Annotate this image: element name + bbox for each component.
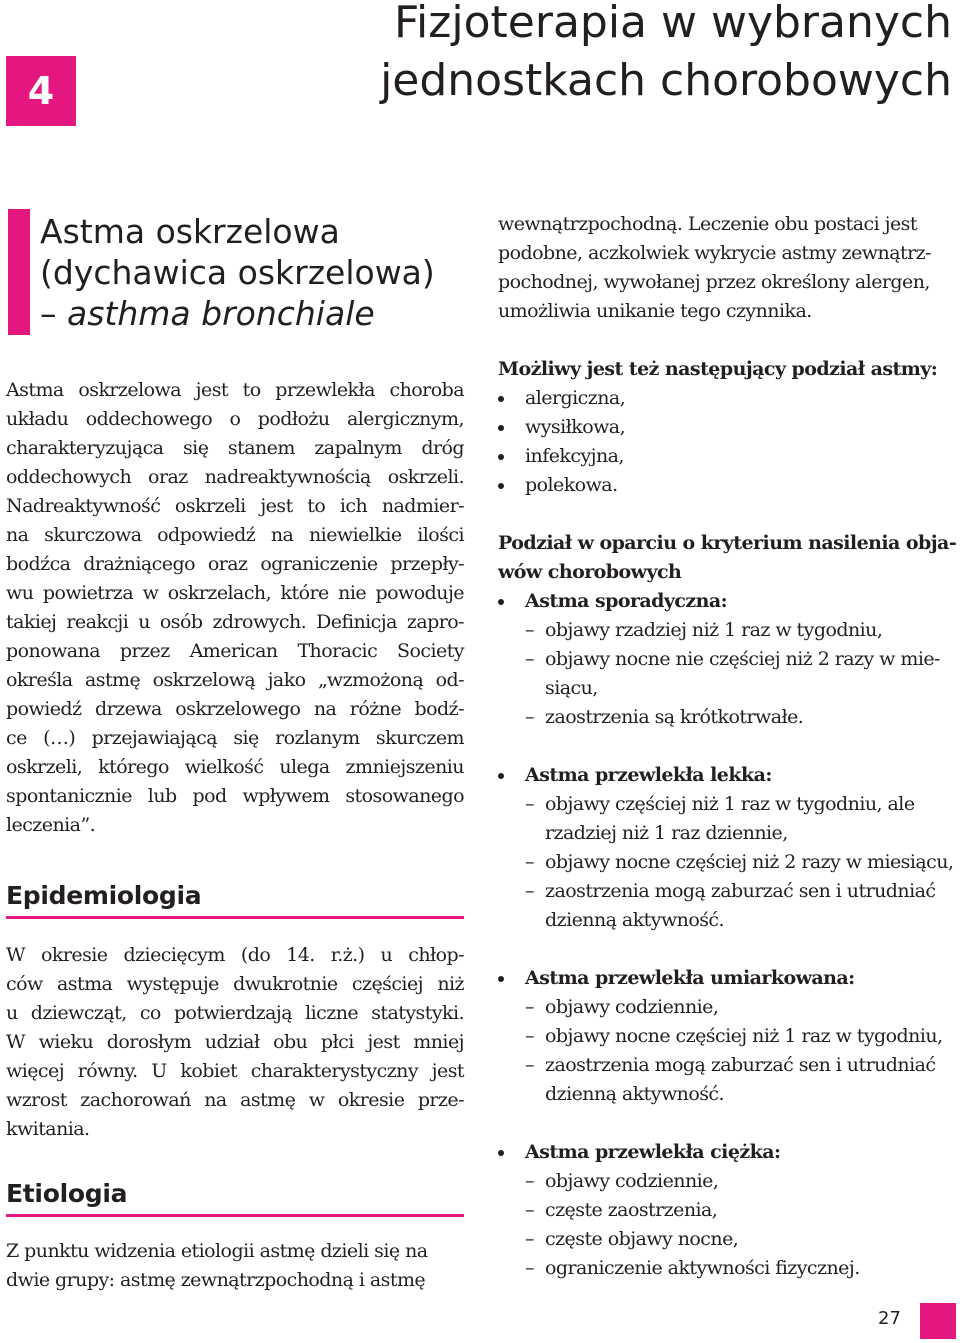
dash-marker: – [525,880,534,902]
latin-name: asthma bronchiale [67,294,375,333]
text-line: powiedź drzewa oskrzelowego na różne bodź- [6,698,464,720]
dash-marker: – [525,619,534,641]
dash-marker: – [525,1170,534,1192]
criteria-item [498,790,960,848]
dash-marker: – [525,1228,534,1250]
text-line: charakteryzująca się stanem zapalnym dróg [6,437,464,459]
severity-criteria-list [498,993,960,1109]
text-line: więcej równy. U kobiet charakterystyczny jest [6,1060,464,1082]
chapter-number-badge [6,56,76,126]
criteria-text [545,1167,960,1196]
criteria-text [545,877,960,935]
text-line: objawy rzadziej niż 1 raz w tygodniu, [545,619,883,641]
epidemiology-paragraph [6,941,464,1144]
criteria-text [545,1196,960,1225]
text-line: kwitania. [6,1118,90,1140]
criteria-text [545,1254,960,1283]
types-list [498,384,960,500]
severity-group-title: Astma przewlekła ciężka: [525,1141,781,1163]
etiology-heading: Etiologia [6,1178,464,1217]
criteria-text [545,1051,960,1109]
severity-group [498,761,960,935]
page-marker [920,1303,956,1339]
section-accent-bar [8,209,30,335]
criteria-item [498,645,960,703]
text-line: ców astma występuje dwukrotnie częściej niż [6,973,464,995]
text-line: częste objawy nocne, [545,1228,739,1250]
severity-group [498,964,960,1109]
severity-criteria-list [498,1167,960,1283]
criteria-text [545,790,960,848]
criteria-text [545,848,960,877]
text-line: na skurczowa odpowiedź na niewielkie ilości [6,524,464,546]
text-line: dzienną aktywność. [545,909,725,931]
text-line: zaostrzenia mogą zaburzać sen i utrudniać [545,1054,936,1076]
criteria-item [498,1254,960,1283]
severity-group [498,1138,960,1283]
text-line: dzienną aktywność. [545,1083,725,1105]
severity-heading-line: Podział w oparciu o kryterium nasilenia obja- [498,532,957,554]
text-line: oskrzeli, którego wielkość ulega zmniejszeniu [6,756,464,778]
text-line: ograniczenie aktywności fizycznej. [545,1257,860,1279]
severity-group-title: Astma sporadyczna: [525,590,728,612]
text-line: spontanicznie lub pod wpływem stosowanego [6,785,464,807]
text-line: częste zaostrzenia, [545,1199,718,1221]
text-line: W wieku dorosłym udział obu płci jest mniej [6,1031,464,1053]
chapter-title-line: jednostkach chorobowych [380,55,952,106]
criteria-item [498,1051,960,1109]
text-line: Astma oskrzelowa jest to przewlekła choroba [6,379,464,401]
severity-criteria-list [498,616,960,732]
text-line: zaostrzenia mogą zaburzać sen i utrudniać [545,880,936,902]
severity-criteria-list [498,790,960,935]
criteria-text [545,645,960,703]
text-line: objawy nocne nie częściej niż 2 razy w mie- [545,648,940,670]
list-item: wysiłkowa, [498,413,960,442]
text-line: wewnątrzpochodną. Leczenie obu postaci jest [498,213,917,235]
dash-marker: – [525,1199,534,1221]
text-line: ce (…) przejawiającą się rozlanym skurczem [6,727,464,749]
severity-heading [498,529,960,587]
text-line: zaostrzenia są krótkotrwałe. [545,706,804,728]
dash-marker: – [525,793,534,815]
text-line: objawy codziennie, [545,996,719,1018]
criteria-text [545,1225,960,1254]
criteria-text [545,703,960,732]
dash-marker: – [525,996,534,1018]
text-line: leczenia”. [6,814,96,836]
list-item: infekcyjna, [498,442,960,471]
text-line: umożliwia unikanie tego czynnika. [498,300,812,322]
text-line: określa astmę oskrzelową jako „wzmożoną od- [6,669,464,691]
text-line: Nadreaktywność oskrzeli jest to ich nadmier- [6,495,464,517]
criteria-text [545,616,960,645]
section-title-line: (dychawica oskrzelowa) [40,253,435,292]
list-item: alergiczna, [498,384,960,413]
chapter-title-line: Fizjoterapia w wybranych [393,0,952,48]
severity-heading-line: wów chorobowych [498,561,682,583]
severity-list [498,587,960,1283]
text-line: objawy częściej niż 1 raz w tygodniu, ale [545,793,915,815]
criteria-item [498,993,960,1022]
text-line: objawy nocne częściej niż 2 razy w miesiącu, [545,851,954,873]
text-line: oddechowych oraz nadreaktywnością oskrzeli. [6,466,464,488]
criteria-item [498,1022,960,1051]
text-line: ponowana przez American Thoracic Society [6,640,464,662]
text-line: dwie grupy: astmę zewnątrzpochodną i astmę [6,1269,426,1291]
text-line: siącu, [545,677,598,699]
dash-marker: – [525,706,534,728]
text-line: układu oddechowego o podłożu alergicznym, [6,408,464,430]
section-heading [8,209,463,335]
criteria-text [545,993,960,1022]
text-line: W okresie dziecięcym (do 14. r.ż.) u chłop- [6,944,464,966]
text-line: podobne, aczkolwiek wykrycie astmy zewnątrz- [498,242,931,264]
section-title-latin-line [40,293,435,334]
text-line: pochodnej, wywołanej przez określony alergen, [498,271,930,293]
severity-group-title: Astma przewlekła lekka: [525,764,772,786]
text-line: objawy nocne częściej niż 1 raz w tygodniu, [545,1025,943,1047]
criteria-item [498,1167,960,1196]
dash-marker: – [525,1257,534,1279]
latin-dash: – [40,294,57,333]
types-heading [498,355,960,384]
section-title-line: Astma oskrzelowa [40,212,340,251]
dash-marker: – [525,648,534,670]
criteria-item [498,703,960,732]
criteria-item [498,1225,960,1254]
section-title [40,211,435,334]
criteria-item [498,877,960,935]
text-line: bodźca drażniącego oraz ograniczenie przepły- [6,553,464,575]
text-line: wu powietrza w oskrzelach, które nie powoduje [6,582,464,604]
dash-marker: – [525,1025,534,1047]
criteria-text [545,1022,960,1051]
chapter-title [380,0,952,110]
text-line: Z punktu widzenia etiologii astmę dzieli się na [6,1240,428,1262]
text-line: u dziewcząt, co potwierdzają liczne statystyki. [6,1002,464,1024]
text-line: takiej reakcji u osób zdrowych. Definicja zapro- [6,611,464,633]
left-column [6,376,464,1295]
dash-marker: – [525,851,534,873]
text-line: objawy codziennie, [545,1170,719,1192]
text-line: wzrost zachorowań na astmę w okresie prze- [6,1089,464,1111]
criteria-item [498,616,960,645]
page-number: 27 [878,1308,901,1329]
severity-group-title: Astma przewlekła umiarkowana: [525,967,855,989]
dash-marker: – [525,1054,534,1076]
text-line: rzadziej niż 1 raz dziennie, [545,822,788,844]
list-item: polekowa. [498,471,960,500]
etiology-continued-paragraph [498,210,960,326]
right-column [498,210,960,1283]
etiology-paragraph [6,1237,464,1295]
chapter-number: 4 [27,69,55,113]
criteria-item [498,1196,960,1225]
types-heading-text: Możliwy jest też następujący podział astmy: [498,358,938,380]
severity-group [498,587,960,732]
intro-paragraph [6,376,464,840]
criteria-item [498,848,960,877]
epidemiology-heading: Epidemiologia [6,880,464,919]
